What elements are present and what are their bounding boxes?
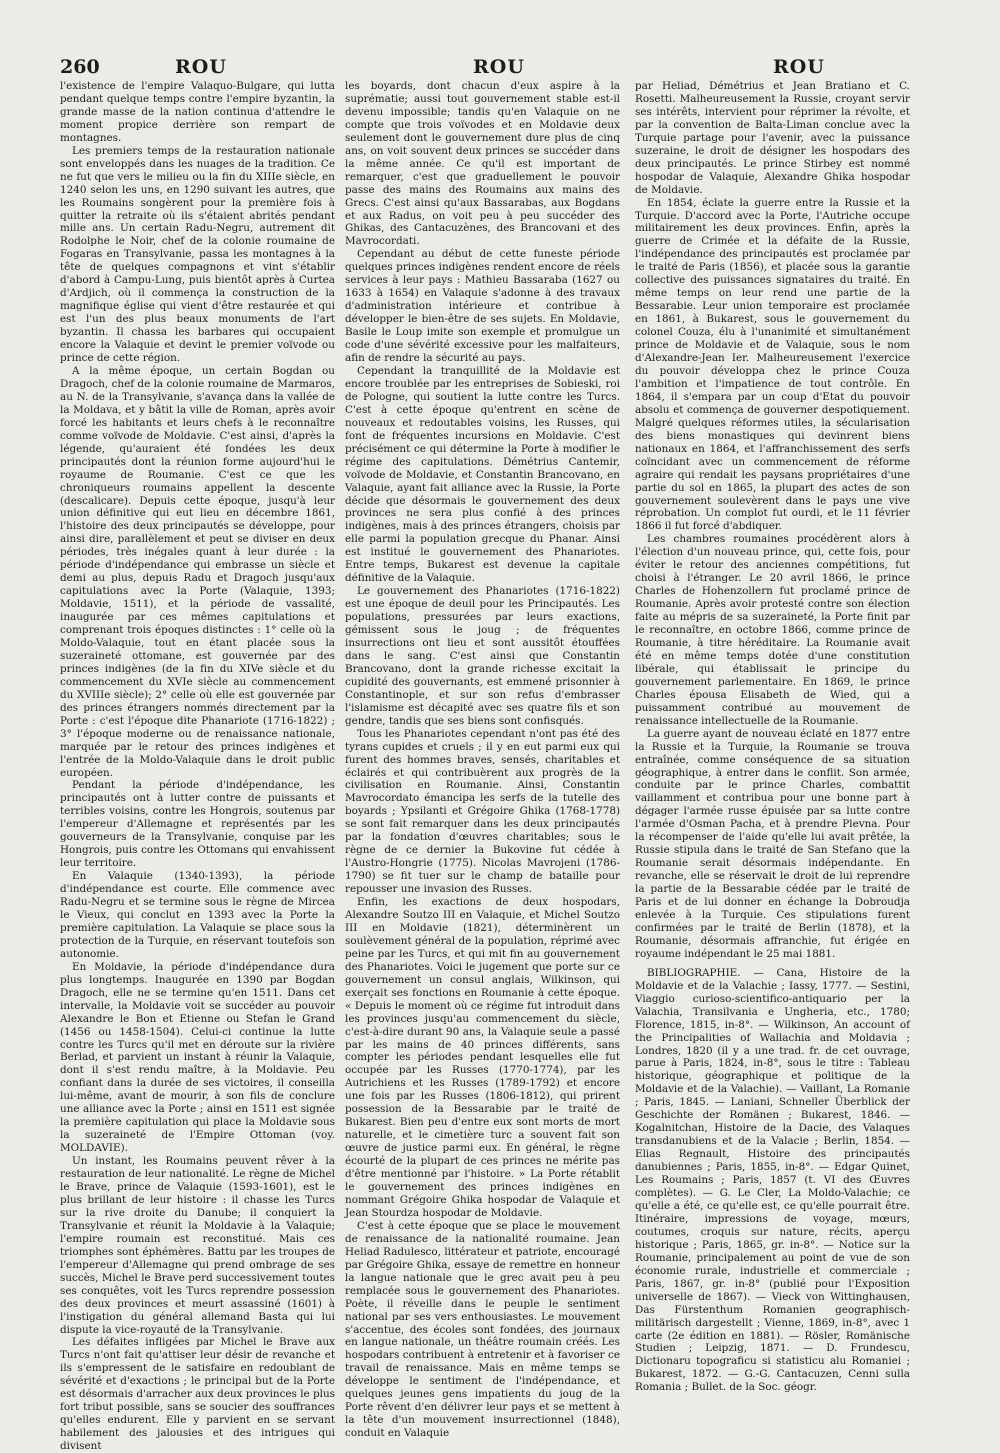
paragraph: les boyards, dont chacun d'eux aspire à la suprématie; aussi tout gouvernement stable est-il devenu impossible; tandis qu'en Valaquie on ne compte que trois voïvodes et en Moldavie deux seulement dont le gouvernement dure plus de cinq ans, on voit souvent deux princes se succéder dans la même année. Ce qu'il est important de remarquer, c'est que graduellement le pouvoir passe des mains des Roumains aux mains des Grecs. C'est ainsi qu'aux Bassarabas, aux Bogdans et aux Radus, on voit peu à peu succéder des Ghikas, des Cantacuzènes, des Brancovani et des Mavrocordati. bbox=[345, 80, 620, 248]
paragraph: Les chambres roumaines procédèrent alors à l'élection d'un nouveau prince, qui, cette fois, pour éviter le retour des anciennes compétitions, fut choisi à l'étranger. Le 20 avril 1866, le prince Charles de Hohenzollern fut proclamé prince de Roumanie. Après avoir protesté contre son élection faite au mépris de sa suzeraineté, la Porte finit par le reconnaître, en octobre 1866, comme prince de Roumanie, à titre héréditaire. La Roumanie avait été en même temps dotée d'une constitution libérale, qui établissait le principe du gouvernement parlementaire. En 1869, le prince Charles épousa Elisabeth de Wied, qui a puissamment contribué au mouvement de renaissance intellectuelle de la Roumanie. bbox=[635, 533, 910, 727]
paragraph: Enfin, les exactions de deux hospodars, Alexandre Soutzo III en Valaquie, et Michel Soutzo III en Moldavie (1821), déterminèrent un soulèvement général de la population, réprimé avec peine par les Turcs, et qui mit fin au gouvernement des Phanariotes. Voici le jugement que porte sur ce gouvernement un consul anglais, Wilkinson, qui exerçait ses fonctions en Roumanie à cette époque. « Depuis le moment où ce régime fut introduit dans les provinces jusqu'au commencement du siècle, c'est-à-dire durant 90 ans, la Valaquie seule a passé par les mains de 40 princes différents, sans compter les périodes pendant lesquelles elle fut occupée par les Russes (1770-1774), par les Autrichiens et les Russes (1789-1792) et encore une fois par les Russes (1806-1812), qui prirent possession de la Bessarabie par le traité de Bukarest. Bien peu d'entre eux sont morts de mort naturelle, et le cimetière turc a souvent fait son œuvre de justice parmi eux. En général, le règne écourté de la plupart de ces princes ne mérite pas d'être mentionné par l'histoire. » La Porte rétablit le gouvernement des princes indigènes en nommant Grégoire Ghika hospodar de Valaquie et Jean Stourdza hospodar de Moldavie. bbox=[345, 896, 620, 1219]
headword-right: ROU bbox=[773, 56, 825, 78]
paragraph: En 1854, éclate la guerre entre la Russie et la Turquie. D'accord avec la Porte, l'Autriche occupe militairement les deux provinces. Enfin, après la guerre de Crimée et la défaite de la Russie, l'indépendance des principautés est proclamée par le traité de Paris (1856), et placée sous la garantie collective des puissances signataires du traité. En même temps on leur rend une partie de la Bessarabie. Leur union temporaire est proclamée en 1861, à Bukarest, sous le gouvernement du colonel Couza, élu à l'unanimité et simultanément prince de Moldavie et de Valaquie, sous le nom d'Alexandre-Jean Ier. Malheureusement l'exercice du pouvoir développa chez le prince Couza l'ambition et l'impatience de tout contrôle. En 1864, il s'empara par un coup d'Etat du pouvoir absolu et commença de gouverner despotiquement. Malgré quelques réformes utiles, la sécularisation des biens monastiques qui devinrent biens nationaux en 1864, et l'affranchissement des serfs coïncidant avec un commencement de réforme agraire qui rendait les paysans propriétaires d'une partie du sol en 1865, la plupart des actes de son gouvernement soulevèrent dans le pays une vive réprobation. Un complot fut ourdi, et le 11 février 1866 il fut forcé d'abdiquer. bbox=[635, 196, 910, 533]
paragraph: Les défaites infligées par Michel le Brave aux Turcs n'ont fait qu'attiser leur désir de revanche et ils s'empressent de le satisfaire en redoublant de sévérité et d'exactions ; le principal but de la Porte est désormais d'arracher aux deux provinces le plus fort tribut possible, sans se soucier des souffrances qu'elles endurent. Elle y parvient en se servant habilement des jalousies et des intrigues qui divisent bbox=[60, 1336, 335, 1453]
text-column-3 bbox=[635, 80, 910, 1394]
paragraph: par Heliad, Démétrius et Jean Bratiano et C. Rosetti. Malheureusement la Russie, croyant servir ses intérêts, intervient pour réprimer la révolte, et par la convention de Balta-Liman conclue avec la Turquie partage pour l'avenir, avec la puissance suzeraine, le droit de désigner les hospodars des deux principautés. Le prince Stirbey est nommé hospodar de Valaquie, Alexandre Ghika hospodar de Moldavie. bbox=[635, 80, 910, 196]
headword-left: ROU bbox=[175, 56, 227, 78]
text-column-1 bbox=[60, 80, 335, 1453]
bibliography: BIBLIOGRAPHIE. — Cana, Histoire de la Moldavie et de la Valachie ; Iassy, 1777. — Sestini, Viaggio curioso-scientifico-antiquario per la Valachia, Transilvania e Ungheria, etc., 1780; Florence, 1815, in-8°. — Wilkinson, An account of the Principalities of Wallachia and Moldavia ; Londres, 1820 (il y a une trad. fr. de cet ouvrage, parue à Paris, 1824, in-8°, sous le titre : Tableau historique, géographique et politique de la Moldavie et de la Valachie). — Vaillant, La Romanie ; Paris, 1845. — Laniani, Schneller Überblick der Geschichte der Romänen ; Bukarest, 1846. — Kogalnitchan, Histoire de la Dacie, des Valaques transdanubiens et de la Valacie ; Berlin, 1854. — Elias Regnault, Histoire des principautés danubiennes ; Paris, 1855, in-8°. — Edgar Quinet, Les Roumains ; Paris, 1857 (t. VI des Œuvres complètes). — G. Le Cler, La Moldo-Valachie; ce qu'elle a été, ce qu'elle est, ce qu'elle pourrait être. Itinéraire, impressions de voyage, mœurs, coutumes, croquis sur nature, récits, aperçu historique ; Paris, 1865, gr. in-8°. — Notice sur la Roumanie, principalement au point de vue de son économie rurale, industrielle et commerciale ; Paris, 1867, gr. in-8° (publié pour l'Exposition universelle de 1867). — Vieck von Wittinghausen, Das Fürstenthum Romanien geographisch-militärisch dargestellt ; Vienne, 1869, in-8°, avec 1 carte (2e édition en 1881). — Rösler, Romänische Studien ; Leipzig, 1871. — D. Frundescu, Dictionaru topograficu si statisticu alu Romaniei ; Bukarest, 1872. — G.-G. Cantacuzen, Cenni sulla Romania ; Bullet. de la Soc. géogr. bbox=[635, 966, 910, 1394]
headword-center: ROU bbox=[473, 56, 525, 78]
paragraph: Cependant la tranquillité de la Moldavie est encore troublée par les entreprises de Sobieski, roi de Pologne, qui soutient la lutte contre les Turcs. C'est à cette époque qu'entrent en scène de nouveaux et redoutables voisins, les Russes, qui font de fréquentes incursions en Moldavie. C'est précisément ce qui détermine la Porte à modifier le régime des capitulations. Démétrius Cantemir, voïvode de Moldavie, et Constantin Brancovano, en Valaquie, ayant fait alliance avec la Russie, la Porte décide que désormais le gouvernement des deux provinces ne sera plus confié à des princes indigènes, mais à des princes étrangers, choisis par elle parmi la population grecque du Phanar. Ainsi est institué le gouvernement des Phanariotes. Entre temps, Bukarest est devenue la capitale définitive de la Valaquie. bbox=[345, 364, 620, 585]
paragraph: En Moldavie, la période d'indépendance dura plus longtemps. Inaugurée en 1390 par Bogdan Dragoch, elle ne se termine qu'en 1511. Dans cet intervalle, la Moldavie voit se succéder au pouvoir Alexandre le Bon et Etienne ou Stefan le Grand (1456 ou 1458-1504). Celui-ci continue la lutte contre les Turcs qu'il met en déroute sur la rivière Berlad, et parvient un instant à réunir la Valaquie, dont il s'est rendu maître, à la Moldavie. Peu confiant dans la durée de ses victoires, il conseilla lui-même, avant de mourir, à son fils de conclure une alliance avec la Porte ; ainsi en 1511 est signée la première capitulation qui place la Moldavie sous la suzeraineté de l'Empire Ottoman (voy. MOLDAVIE). bbox=[60, 960, 335, 1155]
paragraph: Cependant au début de cette funeste période quelques princes indigènes rendent encore de réels services à leur pays : Mathieu Bassaraba (1627 ou 1633 à 1654) en Valaquie s'adonne à des travaux d'administration intérieure et contribue à développer le bien-être de ses sujets. En Moldavie, Basile le Loup imite son exemple et promulgue un code d'une sévérité excessive pour les malfaiteurs, afin de rendre la sécurité au pays. bbox=[345, 248, 620, 365]
text-column-2 bbox=[345, 80, 620, 1440]
paragraph: A la même époque, un certain Bogdan ou Dragoch, chef de la colonie roumaine de Marmaros, au N. de la Transylvanie, s'avança dans la vallée de la Moldava, et y bâtit la ville de Roman, après avoir forcé les habitants et leurs chefs à le reconnaître comme voïvode de Moldavie. C'est ainsi, d'après la légende, qu'auraient été fondées les deux principautés dont la réunion forme aujourd'hui le royaume de Roumanie. C'est ce que les chroniqueurs roumains appellent la descente (descalicare). Depuis cette époque, jusqu'à leur union définitive qui eut lieu en décembre 1861, l'histoire des deux principautés se développe, pour ainsi dire, parallèlement et peut se diviser en deux périodes, très inégales quant à leur durée : la période d'indépendance qui embrasse un siècle et demi au plus, depuis Radu et Dragoch jusqu'aux capitulations avec la Porte (Valaquie, 1393; Moldavie, 1511), et la période de vassalité, inaugurée par ces mêmes capitulations et comprenant trois époques distinctes : 1° celle où la Moldo-Valaquie, tout en étant placée sous la suzeraineté ottomane, est gouvernée par des princes indigènes (de la fin du XIVe siècle et du commencement du XVIe siècle au commencement du XVIIIe siècle); 2° celle où elle est gouvernée par des princes étrangers nommés directement par la Porte : c'est l'époque dite Phanariote (1716-1822) ; 3° l'époque moderne ou de renaissance nationale, marquée par le retour des princes indigènes et l'entrée de la Moldo-Valaquie dans le droit public européen. bbox=[60, 364, 335, 779]
paragraph: Le gouvernement des Phanariotes (1716-1822) est une époque de deuil pour les Principautés. Les populations, pressurées par leurs exactions, gémissent sous le joug ; de fréquentes insurrections ont lieu et sont aussitôt étouffées dans le sang. C'est ainsi que Constantin Brancovano, dont la grande richesse excitait la cupidité des gouvernants, est emmené prisonnier à Constantinople, et sur son refus d'embrasser l'islamisme est décapité avec ses quatre fils et son gendre, tandis que ses biens sont confisqués. bbox=[345, 585, 620, 727]
paragraph: Pendant la période d'indépendance, les principautés ont à lutter contre de puissants et terribles voisins, contre les Hongrois, soutenus par l'empereur d'Allemagne et représentés par les gouverneurs de la Transylvanie, conquise par les Hongrois, puis contre les Ottomans qui envahissent leur territoire. bbox=[60, 779, 335, 870]
paragraph: En Valaquie (1340-1393), la période d'indépendance est courte. Elle commence avec Radu-Negru et se termine sous le règne de Mircea le Vieux, qui conclut en 1393 avec la Porte la première capitulation. La Valaquie se place sous la protection de la Turquie, en réservant toutefois son autonomie. bbox=[60, 870, 335, 960]
paragraph: Tous les Phanariotes cependant n'ont pas été des tyrans cupides et cruels ; il y en eut parmi eux qui furent des hommes braves, sensés, charitables et éclairés et qui contribuèrent aux progrès de la civilisation en Roumanie. Ainsi, Constantin Mavrocordato émancipa les serfs de la tutelle des boyards ; Ypsilanti et Grégoire Ghika (1768-1778) se sont fait remarquer dans les deux principautés par la fondation d'œuvres charitables; sous le règne de ce dernier la Bukovine fut cédée à l'Austro-Hongrie (1775). Nicolas Mavrojeni (1786-1790) se fit tuer sur le champ de bataille pour repousser une invasion des Russes. bbox=[345, 727, 620, 896]
paragraph: l'existence de l'empire Valaquo-Bulgare, qui lutta pendant quelque temps contre l'empire byzantin, la grande masse de la nation continua d'attendre le moment propice derrière son rempart de montagnes. bbox=[60, 80, 335, 144]
page-number: 260 bbox=[60, 56, 100, 78]
paragraph: C'est à cette époque que se place le mouvement de renaissance de la nationalité roumaine. Jean Heliad Radulesco, littérateur et patriote, encouragé par Grégoire Ghika, essaye de remettre en honneur la langue nationale que le grec avait peu à peu remplacée sous le gouvernement des Phanariotes. Poète, il réveille dans le peuple le sentiment national par ses vers enthousiastes. Le mouvement s'accentue, des écoles sont fondées, des journaux en langue nationale, un théâtre roumain créés. Les hospodars contribuent à entretenir et à favoriser ce travail de renaissance. Mais en même temps se développe le sentiment de l'indépendance, et quelques jeunes gens impatients du joug de la Porte rêvent d'en délivrer leur pays et se mettent à la tête d'un mouvement insurrectionnel (1848), conduit en Valaquie bbox=[345, 1219, 620, 1440]
paragraph: Les premiers temps de la restauration nationale sont enveloppés dans les nuages de la tradition. Ce ne fut que vers le milieu ou la fin du XIIIe siècle, en 1240 selon les uns, en 1290 suivant les autres, que les Roumains songèrent pour la première fois à quitter la retraite où ils s'étaient abrités pendant mille ans. Un certain Radu-Negru, autrement dit Rodolphe le Noir, chef de la colonie roumaine de Fogaras en Transylvanie, passa les montagnes à la tête de quelques compagnons et vint s'établir d'abord à Campu-Lung, puis bientôt après à Curtea d'Ardjich, où il commença la construction de la magnifique église qui vient d'être restaurée et qui est l'un des plus beaux monuments de l'art byzantin. Il chassa les barbares qui occupaient encore la Valaquie et devint le premier voïvode ou prince de cette région. bbox=[60, 144, 335, 365]
paragraph: Un instant, les Roumains peuvent rêver à la restauration de leur nationalité. Le règne de Michel le Brave, prince de Valaquie (1593-1601), est le plus brillant de leur histoire : il chasse les Turcs sur la rive droite du Danube; il conquiert la Transylvanie et réunit la Moldavie à la Valaquie; l'empire roumain est reconstitué. Mais ces triomphes sont éphémères. Battu par les troupes de l'empereur d'Allemagne qui prend ombrage de ses succès, Michel le Brave perd successivement toutes ses conquêtes, voit les Turcs reprendre possession des deux provinces et meurt assassiné (1601) à l'instigation du général allemand Basta qui lui dispute la vice-royauté de la Transylvanie. bbox=[60, 1155, 335, 1336]
paragraph: La guerre ayant de nouveau éclaté en 1877 entre la Russie et la Turquie, la Roumanie se trouva entraînée, comme conséquence de sa situation géographique, à entrer dans le conflit. Son armée, conduite par le prince Charles, combattit vaillamment et contribua pour une bonne part à dégager l'armée russe épuisée par sa lutte contre l'armée d'Osman Pacha, et à prendre Plevna. Pour la récompenser de l'aide qu'elle lui avait prêtée, la Russie stipula dans le traité de San Stefano que la Roumanie serait désormais indépendante. En revanche, elle se réservait le droit de lui reprendre la partie de la Bessarabie cédée par le traité de Paris et de lui donner en échange la Dobroudja enlevée à la Turquie. Ces stipulations furent confirmées par le traité de Berlin (1878), et la Roumanie, désormais affranchie, fut érigée en royaume indépendant le 25 mai 1881. bbox=[635, 727, 910, 960]
